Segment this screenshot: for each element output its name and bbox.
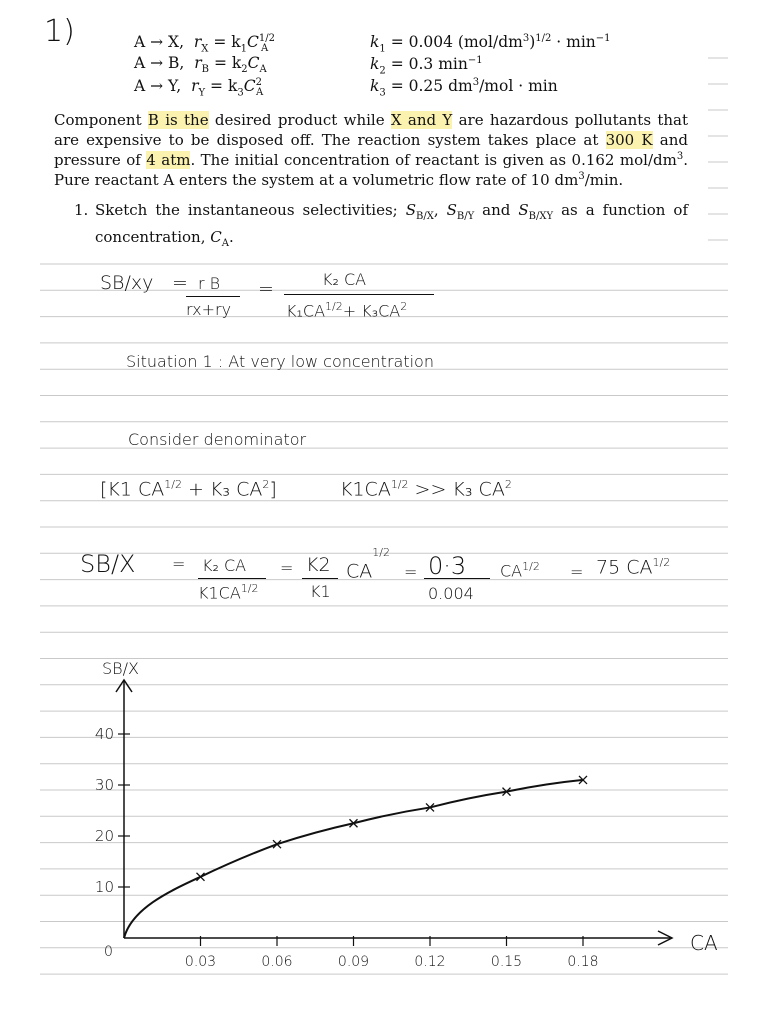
- hw-lhs: SB/xy: [100, 272, 154, 294]
- problem-number: 1): [44, 14, 75, 49]
- hw-numerator: K₂ CA: [322, 270, 367, 289]
- y-tick-label: 20: [94, 827, 114, 845]
- y-tick-label: 40: [94, 725, 114, 743]
- highlight: B is the: [147, 111, 209, 129]
- question-text: Sketch the instantaneous selectivities; $S_{B/X}$, $S_{B/Y}$ and $S_{B/XY}$ as a function of concentration, $C_A$.: [95, 201, 688, 249]
- highlight: X and Y: [390, 111, 453, 129]
- hw-denominator: 0.004: [428, 584, 474, 603]
- x-axis-label: CA: [690, 931, 718, 955]
- y-axis-label: SB/X: [102, 659, 139, 678]
- hw-denominator: $K_1CA^{1/2}+ K_3CA^2$: [286, 300, 408, 321]
- x-tick-label: 0.06: [261, 954, 293, 970]
- hw-lhs: SB/X: [80, 550, 136, 578]
- rate-constant: $k_3 = 0.25$ $dm^3$/mol · min: [370, 77, 558, 99]
- x-tick-label: 0.18: [567, 954, 599, 970]
- hw-denominator: $K1CA^{1/2}$: [198, 582, 259, 603]
- hw-ca: $CA^{1/2}$: [346, 546, 390, 583]
- y-tick-label: 10: [94, 878, 114, 896]
- hw-denominator-bracket: [K1 $CA^{1/2} + K_3$ $CA^2$]: [100, 478, 277, 501]
- hw-situation-note: Situation 1 : At very low concentration: [126, 352, 434, 371]
- x-tick-label: 0.15: [490, 954, 523, 970]
- hw-equals: =: [172, 272, 188, 294]
- rate-constant: $k_2 = 0.3$ $\min^{-1}$: [370, 55, 483, 77]
- hw-equals: =: [280, 558, 294, 577]
- hw-equals: =: [172, 554, 186, 573]
- reaction-equation: A → X, $r_X = k_1C^{1/2}_A$: [134, 33, 275, 55]
- hw-numerator: 0·3: [428, 552, 467, 580]
- hw-equals: =: [258, 278, 274, 300]
- highlight: 300 K: [605, 131, 653, 149]
- hw-equals: =: [570, 562, 584, 581]
- y-tick-label: 30: [94, 776, 114, 794]
- hw-numerator: r B: [198, 274, 221, 293]
- hw-ca: $CA^{1/2}$: [500, 560, 540, 581]
- problem-statement: Component B is the desired product while X and Y are hazardous pollutants that are expensive to be disposed off. The reaction system takes place at 300 K and pressure of 4 atm. The initial concentration of reactant is given as 0.162 mol/$dm^3$. Pure reactant A enters the system at a volumetric flow rate of 10 $dm^3/\min$.: [54, 111, 689, 189]
- hw-equals: =: [404, 562, 418, 581]
- series-line: [124, 780, 583, 938]
- hw-numerator: K₂ CA: [202, 556, 247, 575]
- hw-denominator: K1: [310, 582, 331, 601]
- x-tick-label: 0.03: [184, 954, 217, 970]
- hw-consider-note: Consider denominator: [128, 430, 307, 449]
- data-point: [197, 873, 205, 881]
- reaction-equation: A → Y, $r_Y = k_3C^2_A$: [134, 77, 264, 99]
- hw-numerator: K2: [306, 554, 331, 576]
- hw-inequality: $K1CA^{1/2} >> K_3$ $CA^2$: [340, 478, 512, 501]
- highlight: 4 atm: [146, 151, 191, 169]
- hw-denominator: rx+ry: [186, 300, 232, 319]
- reaction-equation: A → B, $r_B = k_2C_A$: [134, 54, 267, 76]
- question-number: 1.: [74, 201, 89, 219]
- hw-result: 75 $CA^{1/2}$: [596, 556, 671, 579]
- x-tick-label: 0.12: [414, 954, 446, 970]
- rate-constant: $k_1 = 0.004$ $(mol/dm^3)^{1/2} \cdot \min^{-1}$: [370, 33, 611, 55]
- origin-label: 0: [104, 944, 113, 960]
- x-tick-label: 0.09: [337, 954, 370, 970]
